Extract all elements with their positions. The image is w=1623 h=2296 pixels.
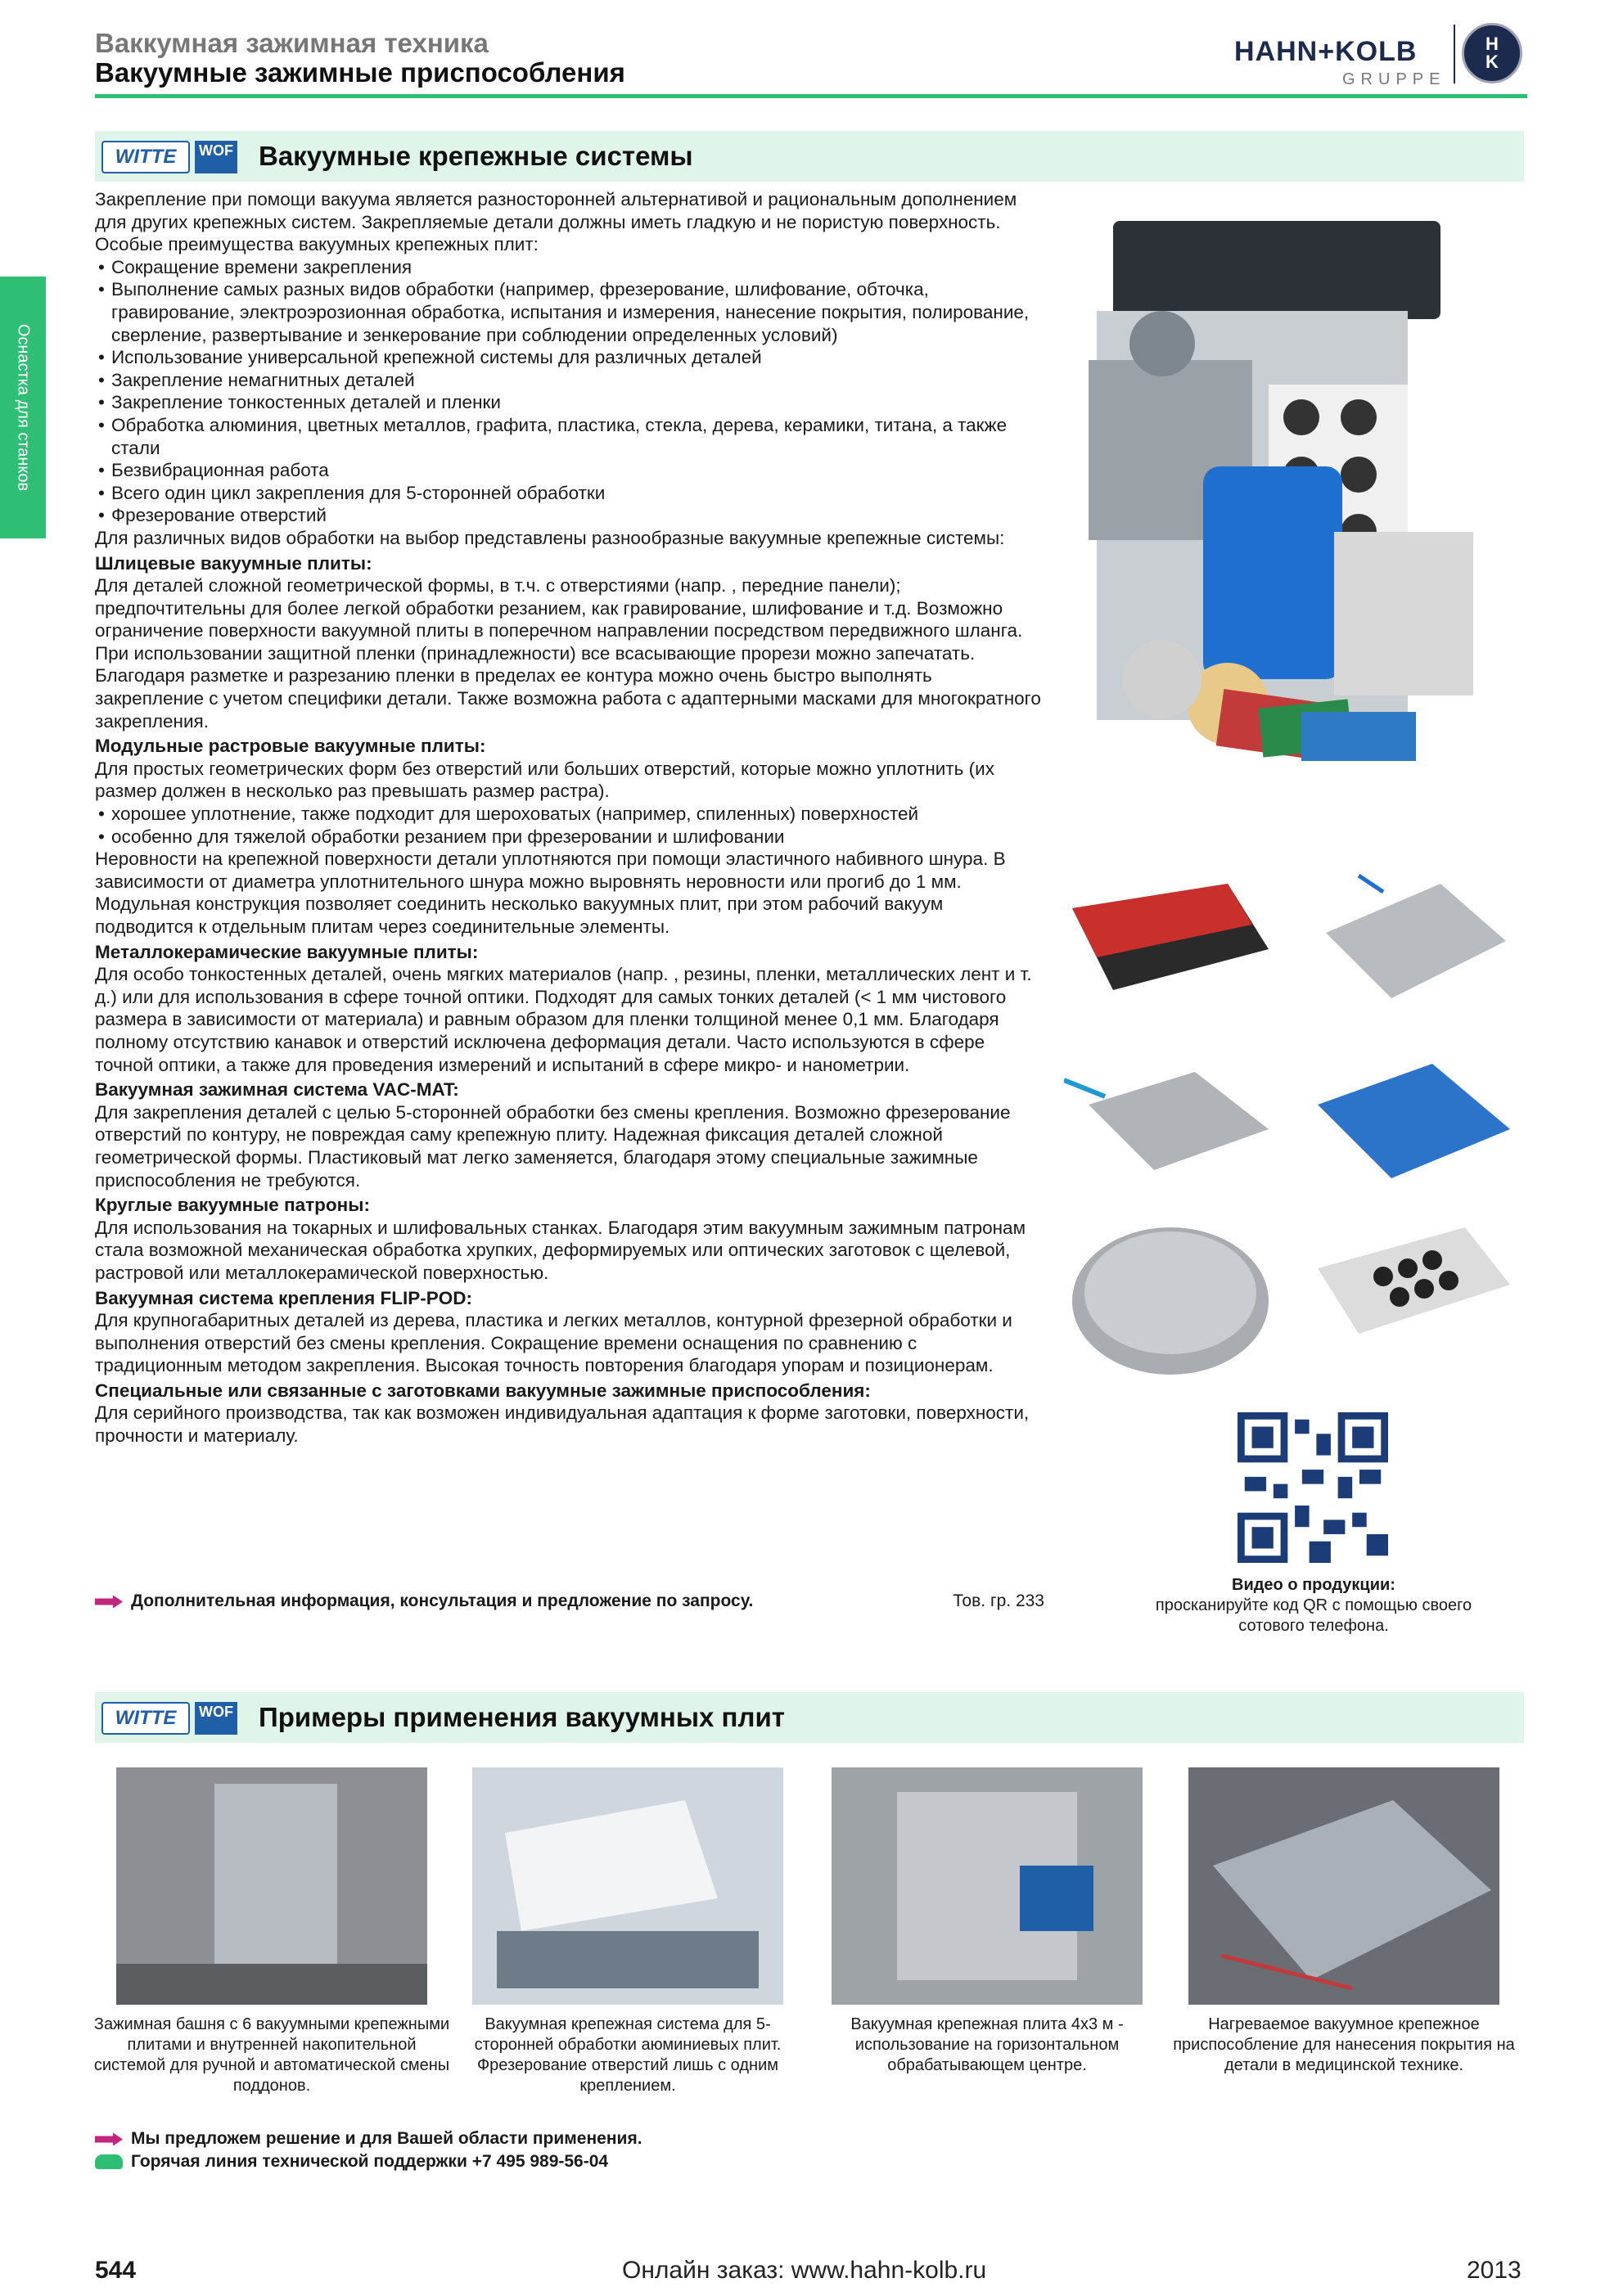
example-caption-2: Вакуумная крепежная система для 5-сторонней обработки аюминиевых плит. Фрезерование отверстий лишь с одним креплением. (474, 2015, 782, 2095)
subheading-special: Специальные или связанные с заготовками вакуумные зажимные приспособления: (95, 1380, 871, 1401)
brand-logo-text: HAHN+KOLB (1234, 36, 1418, 67)
list-item: • Всего один цикл закрепления для 5-сторонней обработки (95, 482, 1044, 505)
slot-plate-image (1064, 867, 1277, 998)
logo-mark-k: K (1485, 52, 1499, 72)
grid-plates-list (95, 803, 1044, 848)
example-image-5-side-machining (472, 1767, 783, 2005)
ceramic-plates-text: Для особо тонкостенных деталей, очень мягких материалов (напр. , резины, пленки, металлических лент и т. д.) или для использования в сфере точной оптики. Подходят для самых тонких деталей (< 1 мм чистового размера в зависимости от материала) и равным образом для пленки толщиной менее 0,1 мм. Благодаря полному отсутствию канавок и отверстий исключена деформация детали. Часто используются в сфере точной оптики, а также для проведения измерений и испытаний в сфере микро- и нанометрии. (95, 964, 1032, 1075)
intro-text: Закрепление при помощи вакуума является разносторонней альтернативой и рациональным дополнением для других крепежных систем. Закрепляемые детали должны иметь гладкую и не пористую поверхность. Особые преимущества вакуумных крепежных плит: (95, 189, 1017, 255)
contact-block (95, 2127, 642, 2173)
flip-pod-text: Для крупногабаритных деталей из дерева, пластика и легких металлов, контурной фрезерной обработки и выполнения отверстий без смены крепления. Сокращение времени оснащения по сравнению с традиционным методом закрепления. Высокая точность повторения благодаря упорам и позиционерам. (95, 1310, 1012, 1376)
grid-plate-image (1310, 867, 1514, 1006)
round-chuck-image (1064, 1211, 1277, 1383)
section-title-examples: Примеры применения вакуумных плит (259, 1702, 785, 1732)
qr-caption (1129, 1575, 1498, 1636)
subheading-ceramic-plates: Металлокерамические вакуумные плиты: (95, 941, 479, 962)
logo-mark-h: H (1485, 34, 1499, 54)
example-caption-3: Вакуумная крепежная плита 4x3 м - использование на горизонтальном обрабатывающем центре. (850, 2015, 1124, 2074)
example-caption-1: Зажимная башня с 6 вакуумными крепежными плитами и внутренней накопительной системой для ручной и автоматической смены поддонов. (93, 2015, 450, 2095)
product-collage-image (1064, 221, 1498, 777)
grid-plates-text: Для простых геометрических форм без отверстий или больших отверстий, которые можно уплотнить (их размер должен в несколько раз превышать размер растра). (95, 758, 994, 802)
arrow-icon (95, 2132, 123, 2145)
list-item: • Закрепление тонкостенных деталей и пленки (95, 391, 1044, 414)
list-item: • Фрезерование отверстий (95, 504, 1044, 527)
subheading-grid-plates: Модульные растровые вакуумные плиты: (95, 736, 486, 757)
systems-lead: Для различных видов обработки на выбор представлены разнообразные вакуумные крепежные системы: (95, 527, 1005, 548)
example-caption-4: Нагреваемое вакуумное крепежное приспособление для нанесения покрытия на детали в медицинской технике. (1173, 2015, 1515, 2074)
subheading-round-chucks: Круглые вакуумные патроны: (95, 1195, 370, 1216)
header-divider (95, 94, 1527, 98)
list-item: • Обработка алюминия, цветных металлов, графита, пластика, стекла, дерева, керамики, титана, а также стали (95, 414, 1044, 459)
online-order-link[interactable]: Онлайн заказ: www.hahn-kolb.ru (622, 2257, 987, 2284)
ceramic-plate-image (1064, 1056, 1277, 1178)
wof-badge: WOF (195, 141, 237, 173)
slot-plates-text: Для деталей сложной геометрической формы, в т.ч. с отверстиями (напр. , передние панели); предпочтительны для более легкой обработки резанием, как гравирование, шлифование и т.д. Возможно ограничение поверхности вакуумной плиты в поперечном направлении посредством передвижного шланга. При использовании защитной пленки (принадлежности) все всасывающие прорези можно запечатать. Благодаря разметке и разрезанию пленки в пределах ее контура можно очень быстро выполнять закрепление с учетом специфики детали. Также возможна работа с адаптерными масками для многократного закрепления. (95, 575, 1041, 732)
example-image-heated-fixture (1188, 1767, 1499, 2005)
round-chucks-text: Для использования на токарных и шлифовальных станках. Благодаря этим вакуумным зажимным патронам стала возможной механическая обработка хрупких, деформируемых или оптических заготовок с щелевой, растровой или металлокерамической поверхностью. (95, 1217, 1026, 1283)
wof-badge: WOF (195, 1702, 237, 1735)
list-item: • хорошее уплотнение, также подходит для шероховатых (например, спиленных) поверхностей (95, 803, 1044, 826)
list-item: • Выполнение самых разных видов обработки (например, фрезерование, шлифование, обточка, гравирование, электроэрозионная обработка, испытания и измерения, нанесение покрытия, полирование, сверление, развертывание и зенкерование при соблюдении определенных условий) (95, 278, 1044, 346)
arrow-icon (95, 1595, 123, 1608)
subheading-flip-pod: Вакуумная система крепления FLIP-POD: (95, 1287, 472, 1308)
offer-link[interactable]: Мы предложем решение и для Вашей области применения. (131, 2129, 642, 2148)
qr-caption-title: Видео о продукции: (1232, 1576, 1395, 1594)
list-item: • Сокращение времени закрепления (95, 256, 1044, 279)
page-number: 544 (95, 2257, 137, 2284)
product-group: Тов. гр. 233 (953, 1591, 1044, 1610)
vac-mat-text: Для закрепления деталей с целью 5-сторонней обработки без смены крепления. Возможно фрезерование отверстий по контуру, не повреждая саму крепежную плиту. Надежная фиксация деталей сложной геометрической формы. Пластиковый мат легко заменяется, благодаря этому специальные зажимные приспособления не требуются. (95, 1101, 1011, 1191)
brand-logo-mark (1462, 23, 1522, 83)
more-info-note (95, 1591, 1044, 1611)
advantages-list (95, 256, 1044, 527)
list-item: • Использование универсальной крепежной системы для различных деталей (95, 346, 1044, 369)
more-info-link[interactable]: Дополнительная информация, консультация и предложение по запросу. (131, 1591, 754, 1610)
subheading-slot-plates: Шлицевые вакуумные плиты: (95, 552, 372, 574)
witte-badge: WITTE (101, 1702, 190, 1735)
side-tab-label: Оснастка для станков (14, 323, 33, 492)
grid-plates-text-2: Неровности на крепежной поверхности детали уплотняются при помощи эластичного набивного шнура. В зависимости от диаметра уплотнительного шнура можно выровнять неровности или прогиб до 1 мм. Модульная конструкция позволяет соединить несколько вакуумных плит, при этом рабочий вакуум подводится к отдельным плитам через соединительные элементы. (95, 849, 1006, 937)
list-item: • Закрепление немагнитных деталей (95, 369, 1044, 392)
logo-separator (1454, 25, 1455, 83)
section-header-systems (95, 131, 1524, 182)
subheading-vac-mat: Вакуумная зажимная система VAC-MAT: (95, 1079, 459, 1101)
header-category: Ваккумная зажимная техника (95, 28, 489, 58)
witte-badge: WITTE (101, 141, 190, 173)
section-title-systems: Вакуумные крепежные системы (259, 141, 693, 171)
side-tab (0, 277, 46, 538)
page-title: Вакуумные зажимные приспособления (95, 57, 625, 88)
vac-mat-image (1310, 1047, 1514, 1186)
section-body-systems (95, 188, 1044, 1447)
list-item: • Безвибрационная работа (95, 459, 1044, 482)
qr-caption-text: просканируйте код QR с помощью своего сотового телефона. (1155, 1596, 1472, 1635)
phone-icon (95, 2154, 123, 2169)
qr-code-image[interactable] (1238, 1412, 1388, 1563)
catalog-year: 2013 (1467, 2257, 1522, 2284)
example-image-clamping-tower (116, 1767, 427, 2005)
section-header-examples (95, 1692, 1524, 1743)
brand-logo-sub: GRUPPE (1342, 70, 1446, 88)
example-image-large-plate (832, 1767, 1143, 2005)
special-text: Для серийного производства, так как возможен индивидуальная адаптация к форме заготовки, поверхности, прочности и материалу. (95, 1402, 1030, 1447)
hotline-text: Горячая линия технической поддержки +7 495 989-56-04 (131, 2152, 609, 2171)
flip-pod-image (1310, 1219, 1514, 1342)
list-item: • особенно для тяжелой обработки резанием при фрезеровании и шлифовании (95, 826, 1044, 849)
